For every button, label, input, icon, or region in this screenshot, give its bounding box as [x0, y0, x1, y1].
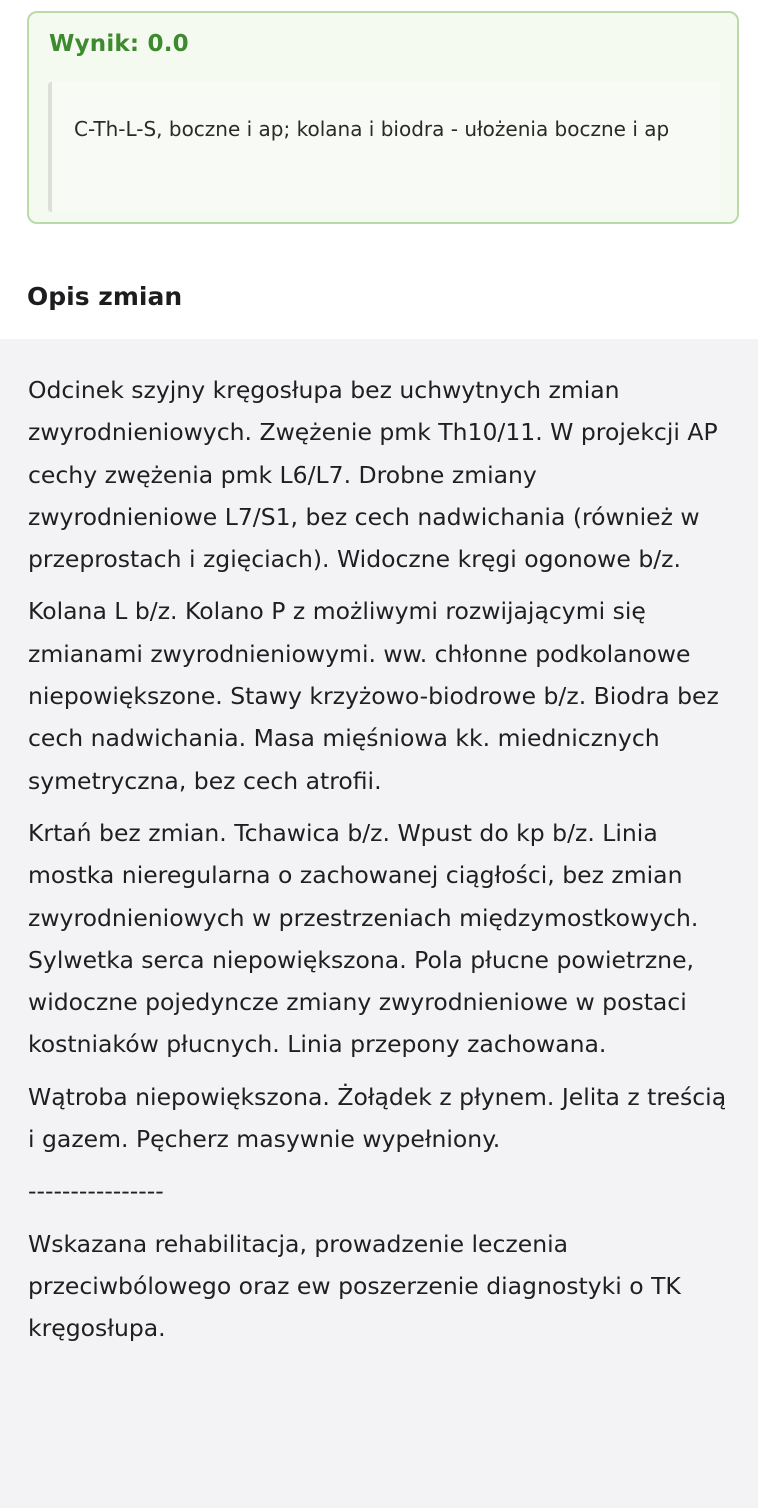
result-card: [27, 11, 739, 224]
result-quote: [48, 82, 720, 212]
result-title: Wynik: 0.0: [49, 31, 189, 57]
text-divider: ----------------: [28, 1177, 164, 1206]
description-paragraph-abdomen: Wątroba niepowiększona. Żołądek z płynem. Jelita z treścią i gazem. Pęcherz masywnie wypełniony.: [28, 1082, 727, 1154]
description-conclusion: Wskazana rehabilitacja, prowadzenie leczenia przeciwbólowego oraz ew poszerzenie diagnostyki o TK kręgosłupa.: [28, 1229, 681, 1343]
description-paragraph-spine: Odcinek szyjny kręgosłupa bez uchwytnych zmian zwyrodnieniowych. Zwężenie pmk Th10/11. W projekcji AP cechy zwężenia pmk L6/L7. Drobne zmiany zwyrodnieniowe L7/S1, bez cech nadwichania (również w przeprostach i zgięciach). Widoczne kręgi ogonowe b/z.: [28, 376, 718, 574]
description-box: [0, 339, 758, 1508]
result-quote-text: C-Th-L-S, boczne i ap; kolana i biodra - ułożenia boczne i ap: [74, 117, 670, 141]
description-paragraph-knees-hips: Kolana L b/z. Kolano P z możliwymi rozwijającymi się zmianami zwyrodnieniowymi. ww. chłonne podkolanowe niepowiększone. Stawy krzyżowo-biodrowe b/z. Biodra bez cech nadwichania. Masa mięśniowa kk. miednicznych symetryczna, bez cech atrofii.: [28, 597, 719, 795]
description-heading: Opis zmian: [27, 282, 183, 311]
description-paragraph-thorax: Krtań bez zmian. Tchawica b/z. Wpust do kp b/z. Linia mostka nieregularna o zachowanej ciągłości, bez zmian zwyrodnieniowych w przestrzeniach międzymostkowych. Sylwetka serca niepowiększona. Pola płucne powietrzne, widoczne pojedyncze zmiany zwyrodnieniowe w postaci kostniaków płucnych. Linia przepony zachowana.: [28, 818, 699, 1059]
